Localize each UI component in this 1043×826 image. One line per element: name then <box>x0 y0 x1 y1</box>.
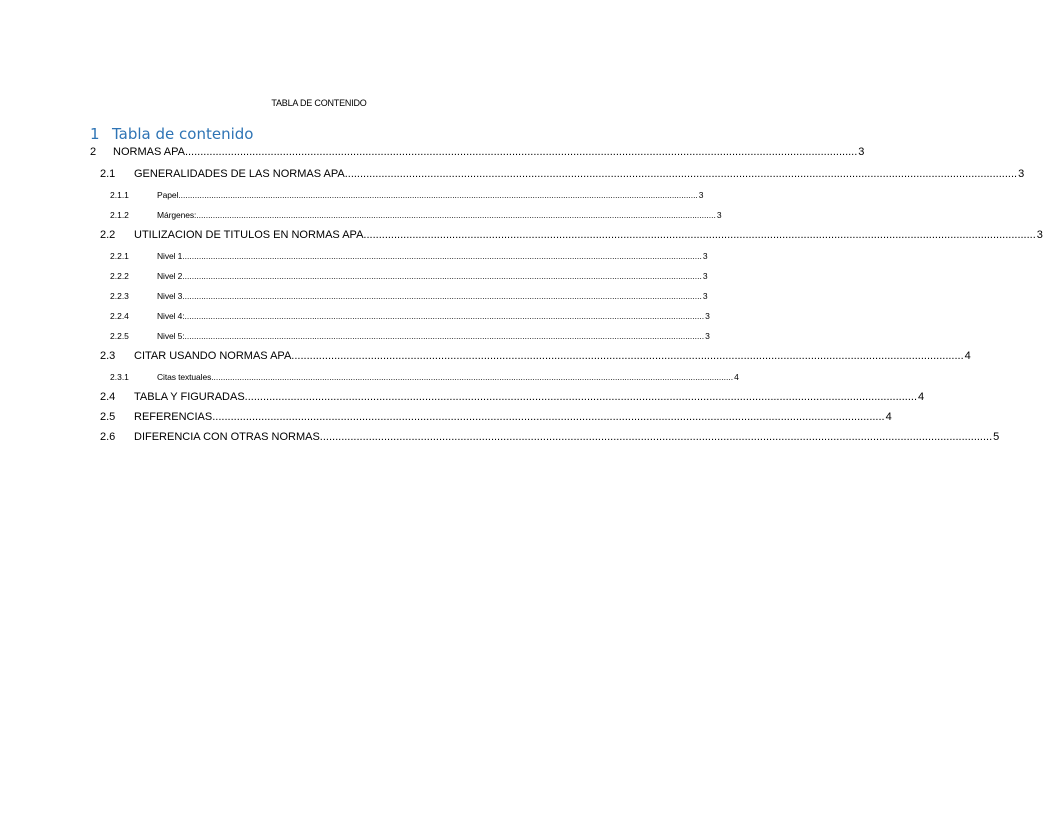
dot-leader: ............................................................................................................................................................................................................................ <box>184 331 705 341</box>
dot-leader: ............................................................................................................................................................................................................................ <box>182 271 702 281</box>
page-heading: TABLA DE CONTENIDO <box>271 98 367 108</box>
toc-entry-2-3[interactable] <box>100 350 971 362</box>
toc-entry-2-2-2[interactable] <box>110 271 708 281</box>
toc-entry-2-2[interactable] <box>100 229 1043 241</box>
toc-entry-page: 4 <box>885 411 892 423</box>
toc-entry-label: TABLA Y FIGURADAS <box>134 391 245 403</box>
toc-entry-2-2-1[interactable] <box>110 251 708 261</box>
toc-entry-number: 2.1 <box>100 168 116 180</box>
toc-entry-2-6[interactable] <box>100 431 1000 443</box>
toc-entry-page: 3 <box>705 311 710 321</box>
dot-leader: ............................................................................................................................................................................................................................ <box>344 168 1018 180</box>
dot-leader: ............................................................................................................................................................................................................................ <box>212 411 885 423</box>
toc-entry-label: DIFERENCIA CON OTRAS NORMAS <box>134 431 320 443</box>
dot-leader: ............................................................................................................................................................................................................................ <box>184 311 705 321</box>
toc-entry-label: GENERALIDADES DE LAS NORMAS APA <box>134 168 345 180</box>
toc-entry-label: REFERENCIAS <box>134 411 213 423</box>
toc-entry-2-1-1[interactable] <box>110 190 704 200</box>
dot-leader: ............................................................................................................................................................................................................................ <box>184 146 858 158</box>
toc-entry-number: 2.2.2 <box>110 271 129 281</box>
toc-entry-page: 3 <box>1018 168 1025 180</box>
toc-entry-number: 2.2 <box>100 229 116 241</box>
toc-entry-label: Márgenes: <box>157 210 197 220</box>
toc-entry-2-3-1[interactable] <box>110 372 739 382</box>
toc-entry-number: 2.1.1 <box>110 190 129 200</box>
toc-entry-page: 3 <box>702 271 708 281</box>
dot-leader: ............................................................................................................................................................................................................................ <box>182 291 702 301</box>
toc-entry-label: Nivel 2 <box>157 271 183 281</box>
toc-entry-2[interactable] <box>90 146 865 158</box>
dot-leader: ............................................................................................................................................................................................................................ <box>213 372 734 382</box>
dot-leader: ............................................................................................................................................................................................................................ <box>182 251 702 261</box>
toc-entry-page: 3 <box>1036 229 1043 241</box>
toc-title-label: Tabla de contenido <box>112 125 254 143</box>
toc-entry-label: Nivel 1 <box>157 251 183 261</box>
toc-entry-label: Papel <box>157 190 179 200</box>
dot-leader: ............................................................................................................................................................................................................................ <box>196 210 716 220</box>
toc-title-number: 1 <box>90 125 100 143</box>
toc-entry-2-1[interactable] <box>100 168 1025 180</box>
toc-entry-2-2-5[interactable] <box>110 331 710 341</box>
toc-entry-number: 2.3.1 <box>110 372 129 382</box>
dot-leader: ............................................................................................................................................................................................................................ <box>291 350 964 362</box>
toc-entry-label: Citas textuales. <box>157 372 214 382</box>
toc-entry-label: NORMAS APA <box>113 146 185 158</box>
dot-leader: ............................................................................................................................................................................................................................ <box>178 190 698 200</box>
toc-entry-2-2-3[interactable] <box>110 291 708 301</box>
toc-entry-number: 2.2.4 <box>110 311 129 321</box>
toc-entry-label: Nivel 5: <box>157 331 185 341</box>
toc-entry-number: 2.2.1 <box>110 251 129 261</box>
toc-entry-number: 2.6 <box>100 431 116 443</box>
dot-leader: ............................................................................................................................................................................................................................ <box>319 431 993 443</box>
toc-entry-number: 2.1.2 <box>110 210 129 220</box>
toc-entry-page: 3 <box>716 210 722 220</box>
toc-entry-number: 2.2.3 <box>110 291 129 301</box>
toc-entry-page: 3 <box>705 331 710 341</box>
toc-entry-page: 3 <box>698 190 704 200</box>
toc-entry-label: UTILIZACION DE TITULOS EN NORMAS APA <box>134 229 364 241</box>
toc-entry-page: 4 <box>964 350 971 362</box>
dot-leader: ............................................................................................................................................................................................................................ <box>363 229 1036 241</box>
toc-entry-number: 2.5 <box>100 411 116 423</box>
dot-leader: ............................................................................................................................................................................................................................ <box>244 391 918 403</box>
toc-entry-2-5[interactable] <box>100 411 892 423</box>
toc-entry-label: Nivel 4: <box>157 311 185 321</box>
toc-entry-number: 2 <box>90 146 97 158</box>
toc-entry-number: 2.3 <box>100 350 116 362</box>
toc-entry-page: 3 <box>858 146 865 158</box>
toc-entry-label: Nivel 3 <box>157 291 183 301</box>
toc-entry-page: 3 <box>702 251 708 261</box>
toc-entry-2-4[interactable] <box>100 391 925 403</box>
toc-entry-number: 2.4 <box>100 391 116 403</box>
toc-entry-page: 4 <box>918 391 925 403</box>
toc-entry-number: 2.2.5 <box>110 331 129 341</box>
toc-entry-2-2-4[interactable] <box>110 311 710 321</box>
toc-entry-page: 3 <box>702 291 708 301</box>
toc-entry-label: CITAR USANDO NORMAS APA <box>134 350 292 362</box>
toc-entry-2-1-2[interactable] <box>110 210 722 220</box>
toc-entry-page: 5 <box>993 431 1000 443</box>
toc-entry-page: 4 <box>734 372 739 382</box>
